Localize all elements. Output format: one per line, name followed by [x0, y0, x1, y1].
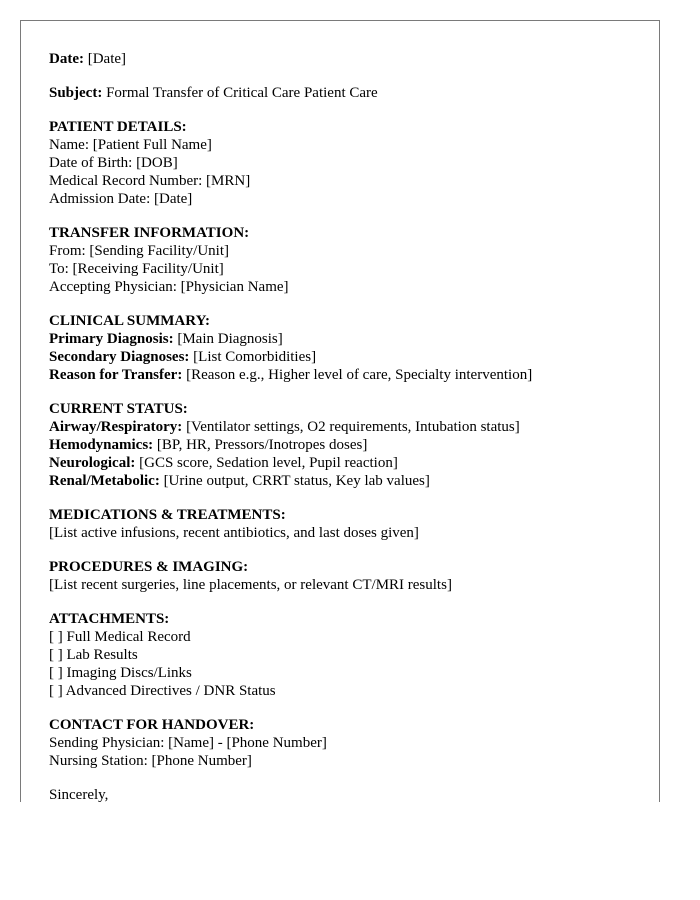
clinical-summary-section [49, 312, 649, 384]
admission-date-line: Admission Date: [Date] [49, 191, 193, 207]
item-label: Airway/Respiratory: [49, 419, 183, 435]
item-label: Neurological: [49, 455, 136, 471]
patient-mrn-line: Medical Record Number: [MRN] [49, 173, 251, 189]
renal-metabolic-line [49, 472, 649, 490]
patient-details-section [49, 118, 649, 208]
section-heading: CURRENT STATUS: [49, 401, 188, 417]
closing-line: Sincerely, [49, 787, 109, 802]
letter-body [49, 50, 649, 802]
hemodynamics-line [49, 436, 649, 454]
attachments-section [49, 610, 649, 700]
item-value: [Urine output, CRRT status, Key lab values] [159, 473, 430, 489]
attachment-item: [ ] Full Medical Record [49, 629, 191, 645]
item-value: [GCS score, Sedation level, Pupil reaction] [135, 455, 398, 471]
date-line [49, 50, 649, 68]
procedures-section [49, 558, 649, 594]
secondary-diagnoses-line [49, 348, 649, 366]
item-label: Hemodynamics: [49, 437, 154, 453]
patient-dob-line: Date of Birth: [DOB] [49, 155, 178, 171]
transfer-to-line: To: [Receiving Facility/Unit] [49, 261, 224, 277]
section-heading: MEDICATIONS & TREATMENTS: [49, 507, 286, 523]
section-heading: TRANSFER INFORMATION: [49, 225, 250, 241]
reason-for-transfer-line [49, 366, 649, 384]
letter-page [20, 20, 660, 802]
neurological-line [49, 454, 649, 472]
primary-diagnosis-line [49, 330, 649, 348]
subject-line [49, 84, 649, 102]
patient-name-line: Name: [Patient Full Name] [49, 137, 212, 153]
medications-section [49, 506, 649, 542]
section-heading: CONTACT FOR HANDOVER: [49, 717, 255, 733]
item-value: [Reason e.g., Higher level of care, Specialty intervention] [182, 367, 533, 383]
procedures-text: [List recent surgeries, line placements, or relevant CT/MRI results] [49, 577, 452, 593]
nursing-station-line: Nursing Station: [Phone Number] [49, 753, 252, 769]
accepting-physician-line: Accepting Physician: [Physician Name] [49, 279, 289, 295]
medications-text: [List active infusions, recent antibiotics, and last doses given] [49, 525, 419, 541]
transfer-information-section [49, 224, 649, 296]
item-label: Renal/Metabolic: [49, 473, 160, 489]
sending-physician-line: Sending Physician: [Name] - [Phone Number] [49, 735, 327, 751]
date-label: Date: [49, 51, 84, 67]
item-value: [Ventilator settings, O2 requirements, Intubation status] [182, 419, 520, 435]
item-value: [List Comorbidities] [189, 349, 317, 365]
item-label: Reason for Transfer: [49, 367, 183, 383]
subject-value: Formal Transfer of Critical Care Patient Care [102, 85, 378, 101]
subject-label: Subject: [49, 85, 103, 101]
attachment-item: [ ] Imaging Discs/Links [49, 665, 192, 681]
attachment-item: [ ] Advanced Directives / DNR Status [49, 683, 276, 699]
section-heading: ATTACHMENTS: [49, 611, 170, 627]
airway-line [49, 418, 649, 436]
transfer-from-line: From: [Sending Facility/Unit] [49, 243, 229, 259]
item-value: [BP, HR, Pressors/Inotropes doses] [153, 437, 368, 453]
section-heading: PATIENT DETAILS: [49, 119, 187, 135]
section-heading: PROCEDURES & IMAGING: [49, 559, 249, 575]
contact-section [49, 716, 649, 770]
current-status-section [49, 400, 649, 490]
item-label: Primary Diagnosis: [49, 331, 174, 347]
attachment-item: [ ] Lab Results [49, 647, 138, 663]
item-value: [Main Diagnosis] [173, 331, 283, 347]
section-heading: CLINICAL SUMMARY: [49, 313, 211, 329]
date-value: [Date] [83, 51, 127, 67]
item-label: Secondary Diagnoses: [49, 349, 190, 365]
